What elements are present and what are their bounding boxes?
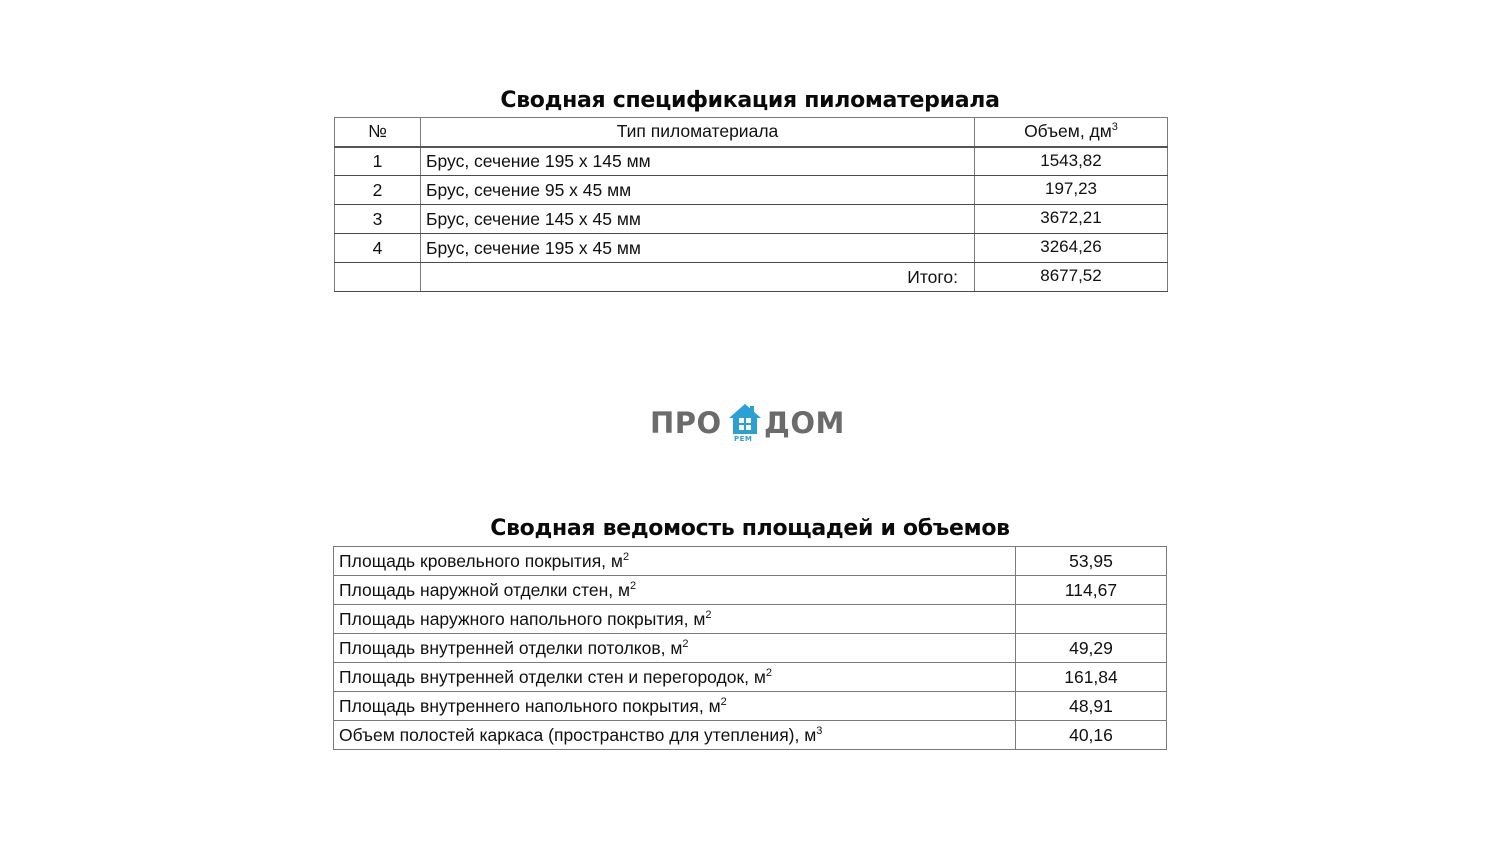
row-num: 3 [335,205,421,234]
table-row [334,634,1167,663]
table-row [334,547,1167,576]
row-label-text: Площадь кровельного покрытия, м [339,550,623,571]
row-num: 4 [335,234,421,263]
row-label-text: Площадь внутренней отделки стен и перегородок, м [339,666,766,687]
row-value: 53,95 [1016,547,1167,576]
row-label-text: Площадь внутренней отделки потолков, м [339,637,683,658]
table-row [335,205,1168,234]
table-row [334,692,1167,721]
header-volume-label: Объем, дм [1024,121,1112,142]
total-row [335,263,1168,292]
header-volume-sup: 3 [1111,121,1118,134]
row-label [334,663,1016,692]
logo-word-right: ДОМ [764,406,845,440]
row-type: Брус, сечение 95 х 45 мм [421,176,975,205]
row-value: 114,67 [1016,576,1167,605]
header-type: Тип пиломатериала [421,118,975,147]
row-label-text: Площадь внутреннего напольного покрытия, м [339,695,721,716]
row-label-unit-sup: 3 [816,724,823,737]
row-label-text: Объем полостей каркаса (пространство для утепления), м [339,724,817,745]
table-header-row [335,118,1168,147]
table-row [334,663,1167,692]
row-label [334,634,1016,663]
total-value: 8677,52 [975,263,1168,292]
row-value: 40,16 [1016,721,1167,750]
row-type: Брус, сечение 195 х 145 мм [421,147,975,176]
row-label-unit-sup: 2 [682,637,689,650]
header-num: № [335,118,421,147]
row-label [334,721,1016,750]
logo-sub-label: РЕМ [734,435,753,443]
header-volume [975,118,1168,147]
row-volume: 1543,82 [975,147,1168,176]
house-icon [728,402,762,436]
row-value: 48,91 [1016,692,1167,721]
row-label [334,692,1016,721]
table-row [334,721,1167,750]
row-label-text: Площадь наружного напольного покрытия, м [339,608,706,629]
row-volume: 197,23 [975,176,1168,205]
row-label [334,605,1016,634]
table-row [334,576,1167,605]
total-empty-cell [335,263,421,292]
row-type: Брус, сечение 195 х 45 мм [421,234,975,263]
row-value [1016,605,1167,634]
total-label: Итого: [421,263,975,292]
prorem-dom-logo [650,400,850,448]
row-volume: 3264,26 [975,234,1168,263]
table-row [335,234,1168,263]
row-label [334,576,1016,605]
table-row [335,147,1168,176]
area-volume-summary-table [333,546,1167,750]
row-type: Брус, сечение 145 х 45 мм [421,205,975,234]
row-label [334,547,1016,576]
row-num: 2 [335,176,421,205]
row-num: 1 [335,147,421,176]
row-label-unit-sup: 2 [765,666,773,679]
row-value: 49,29 [1016,634,1167,663]
summary-title: Сводная ведомость площадей и объемов [490,516,1010,541]
row-label-text: Площадь наружной отделки стен, м [339,579,631,600]
table-row [334,605,1167,634]
table-row [335,176,1168,205]
logo-word-left: ПРО [650,406,722,440]
row-label-unit-sup: 2 [630,579,637,592]
row-value: 161,84 [1016,663,1167,692]
lumber-spec-table [334,117,1168,292]
row-label-unit-sup: 2 [705,608,712,621]
row-label-unit-sup: 2 [720,695,727,708]
spec-title: Сводная спецификация пиломатериала [500,88,1000,113]
row-label-unit-sup: 2 [622,550,630,563]
row-volume: 3672,21 [975,205,1168,234]
